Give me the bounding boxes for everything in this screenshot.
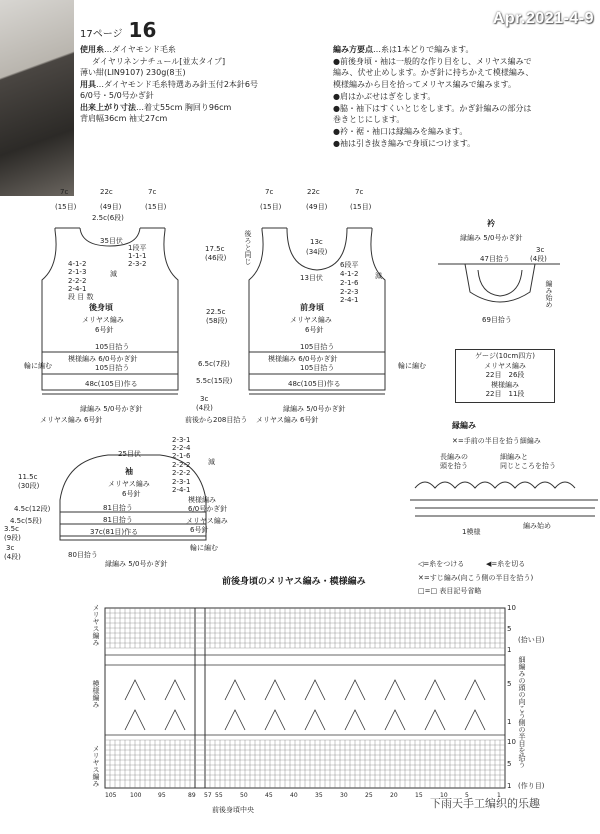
sleeve-pattern: 模様編み (188, 496, 216, 504)
sleeve-bind: 25目伏 (118, 450, 141, 458)
ribbing-height: 5.5c(15段) (196, 377, 233, 385)
points-title: 編み方要点 (333, 45, 373, 54)
back-gen: 減 (110, 270, 117, 278)
chart-left-3: メリヤス編み (92, 745, 100, 787)
legend-stitch: ✕=すじ編み(向こう側の半目を拾う) (418, 574, 534, 582)
back-hem-needle: メリヤス編み 6号針 (40, 416, 103, 424)
collar-top-pick: 47目拾う (480, 255, 510, 263)
row-num: 10 (507, 738, 516, 746)
back-sts-right: (15目) (145, 203, 167, 211)
gauge-box (455, 349, 555, 403)
armhole-rows: (46段) (205, 254, 227, 262)
front-hem: 縁編み 5/0号かぎ針 (283, 405, 346, 413)
page-label: 17ページ (80, 29, 123, 40)
sleeve-gen: 減 (208, 458, 215, 466)
yarn-label: 使用糸 (80, 45, 104, 54)
legend-cut: ◀=糸を切る (486, 560, 526, 568)
back-armdec-3: 2-2-2 (68, 277, 87, 285)
chart-right-1: (拾い目) (518, 636, 545, 644)
back-stitch: メリヤス編み (82, 316, 124, 324)
sleeve-dim-5: 3.5c (4, 525, 19, 533)
edging-note-1b: 頭を拾う (440, 462, 468, 470)
front-hem-needle: メリヤス編み 6号針 (256, 416, 319, 424)
front-neck-depth: 13c (310, 238, 323, 246)
col-num: 50 (240, 792, 248, 799)
col-num: 55 (215, 792, 223, 799)
front-pick: 105目拾う (300, 343, 335, 351)
front-dec-1: 6段平 (340, 261, 359, 269)
col-num: 45 (265, 792, 273, 799)
chart-center: 前後身頃中央 (212, 806, 254, 814)
points-line: ●脇・袖下はすくいとじをします。かぎ針編みの部分は (333, 103, 532, 113)
front-gen: 減 (375, 272, 382, 280)
collar-side-rows: (4段) (530, 255, 547, 263)
back-neck-bind: 35目伏 (100, 237, 123, 245)
chart-right-3: (作り目) (518, 782, 545, 790)
sleeve-stock-needle: 6号針 (190, 526, 209, 534)
edging-note-2: 細編みと (500, 453, 528, 461)
gauge-line: メリヤス編み (484, 361, 526, 370)
sleeve-dim-4: 4.5c(5段) (10, 517, 42, 525)
chart-left-1: メリヤス編み (92, 604, 100, 646)
front-dim-left: 7c (265, 188, 274, 196)
size-value-2: 背肩幅36cm 袖丈27cm (80, 114, 168, 123)
sleeve-cast: 37c(81目)作る (90, 528, 139, 536)
col-num: 5 (465, 792, 469, 799)
sleeve-hem: 縁編み 5/0号かぎ針 (105, 560, 168, 568)
tools-value-2: 6/0号・5/0号かぎ針 (80, 91, 154, 100)
sleeve-dim-6: (9段) (4, 534, 21, 542)
back-pattern-pick: 105目拾う (95, 364, 130, 372)
back-armdec-label: 段 目 数 (68, 293, 94, 301)
body-rows: (58段) (206, 317, 228, 325)
points-line: 編み、伏せ止めします。かぎ針に持ちかえて模様編み、 (333, 68, 534, 78)
edging-legend: ✕=手前の半目を拾う細編み (452, 437, 541, 445)
back-needle: 6号針 (95, 326, 114, 334)
row-num: 5 (507, 680, 512, 688)
sleeve-stitch: メリヤス編み (108, 480, 150, 488)
back-dim-left: 7c (60, 188, 69, 196)
front-stitch: メリヤス編み (290, 316, 332, 324)
front-sts-left: (15目) (260, 203, 282, 211)
row-num: 1 (507, 718, 512, 726)
yarn-name: ダイヤリネンナチュール[並太タイプ] (92, 56, 226, 66)
front-neck-rows: (34段) (306, 248, 328, 256)
tools-label: 用具 (80, 79, 96, 89)
back-dec-1: 1段平 (128, 244, 147, 252)
back-dec-3: 2-3-2 (128, 260, 147, 268)
front-dim-right: 7c (355, 188, 364, 196)
col-num: 89 (188, 792, 196, 799)
sleeve-dim-1: 11.5c (18, 473, 38, 481)
front-title: 前身頃 (300, 303, 324, 312)
back-armdec-2: 2-1-3 (68, 268, 87, 276)
edging-note-1: 長編みの (440, 453, 468, 461)
points-intro: …糸は1本どりで編みます。 (373, 45, 474, 54)
watermark: 下雨天手工编织的乐趣 (430, 797, 540, 810)
yarn-color: 薄い紺(LIN9107) 230g(8玉) (80, 68, 186, 77)
front-needle: 6号針 (305, 326, 324, 334)
sleeve-dec-7: 2-4-1 (172, 486, 191, 494)
chart-right-2: 細編みの頭の向こう側の半目を拾う (518, 656, 526, 768)
row-num: 5 (507, 625, 512, 633)
back-dec-2: 1-1-1 (128, 252, 147, 260)
collar-side: 3c (536, 246, 545, 254)
points-line: ●袖は引き抜き編みで身頃につけます。 (333, 138, 476, 148)
edge-height: 3c (200, 395, 209, 403)
front-dim-center: 22c (307, 188, 320, 196)
col-num: 30 (340, 792, 348, 799)
col-num: 1 (497, 792, 501, 799)
col-num: 10 (440, 792, 448, 799)
collar-bottom-pick: 69目拾う (482, 316, 512, 324)
chart-title: 前後身頃のメリヤス編み・模様編み (222, 577, 366, 587)
back-neck-depth: 2.5c(6段) (92, 214, 124, 222)
col-num: 35 (315, 792, 323, 799)
armhole-height: 17.5c (205, 245, 225, 253)
gauge-title: ゲージ(10cm四方) (475, 352, 535, 360)
points-line: 模様編みから目を拾ってメリヤス編みで編みます。 (333, 80, 517, 90)
edging-repeat: 1模様 (462, 528, 481, 536)
sleeve-wrap: 輪に編む (190, 544, 218, 552)
gauge-line: 模様編み (491, 380, 519, 389)
collar-start: 編み始め (545, 280, 553, 308)
col-num: 57 (204, 792, 212, 799)
pattern-number: 16 (128, 18, 157, 42)
sleeve-pick-1: 81目拾う (103, 504, 133, 512)
sleeve-pick-3: 80目拾う (68, 551, 98, 559)
sleeve-dec-3: 2-1-6 (172, 452, 191, 460)
yarn-value: …ダイヤモンド毛糸 (104, 45, 176, 54)
sleeve-pattern-needle: 6/0号かぎ針 (188, 505, 228, 513)
points-line: 巻きとじにします。 (333, 115, 405, 125)
back-sts-left: (15目) (55, 203, 77, 211)
front-pattern-pick: 105目拾う (300, 364, 335, 372)
sleeve-dec-5: 2-2-2 (172, 469, 191, 477)
legend-omit: □=□ 表目記号省略 (418, 587, 482, 595)
body-height: 22.5c (206, 308, 226, 316)
front-dec-4: 2-2-3 (340, 288, 359, 296)
front-sts-right: (15目) (350, 203, 372, 211)
back-wrap: 輪に編む (24, 362, 52, 370)
sleeve-pick-2: 81目拾う (103, 516, 133, 524)
front-dec-2: 4-1-2 (340, 270, 359, 278)
row-num: 1 (507, 646, 512, 654)
edging-title: 縁編み (452, 421, 476, 430)
front-cast: 48c(105目)作る (288, 380, 341, 388)
gauge-line: 22目 11段 (485, 390, 525, 398)
sleeve-dim-2: (30段) (18, 482, 40, 490)
back-pick: 105目拾う (95, 343, 130, 351)
col-num: 100 (130, 792, 142, 799)
sleeve-stock: メリヤス編み (186, 517, 228, 525)
sleeve-dim-8: (4段) (4, 553, 21, 561)
pattern-height: 6.5c(7段) (198, 360, 230, 368)
row-num: 10 (507, 604, 516, 612)
front-sts-center: (49目) (306, 203, 328, 211)
front-same-as-back: 後ろと同じ (244, 230, 252, 265)
size-value: …着丈55cm 胸回り96cm (136, 102, 232, 112)
col-num: 15 (415, 792, 423, 799)
sleeve-dec-6: 2-3-1 (172, 478, 191, 486)
date-stamp: Apr.2021-4-9 (492, 10, 594, 27)
back-dim-center: 22c (100, 188, 113, 196)
chart-left-2: 模様編み (92, 680, 100, 708)
back-armdec-4: 2-4-1 (68, 285, 87, 293)
back-pattern: 模様編み 6/0号かぎ針 (68, 355, 138, 363)
collar-stitch: 縁編み 5/0号かぎ針 (460, 234, 523, 242)
sleeve-needle: 6号針 (122, 490, 141, 498)
front-wrap: 輪に編む (398, 362, 426, 370)
back-title: 後身頃 (89, 303, 113, 312)
col-num: 105 (105, 792, 117, 799)
front-dec-3: 2-1-6 (340, 279, 359, 287)
points-line: ●前後身頃・袖は一般的な作り目をし、メリヤス編みで (333, 56, 532, 66)
pick-208: 前後から208目拾う (185, 416, 248, 424)
crochet-pattern-marks (105, 655, 505, 735)
legend-attach: ◁=糸をつける (418, 560, 465, 568)
edge-rows: (4段) (196, 404, 213, 412)
back-sts-center: (49目) (100, 203, 122, 211)
sleeve-dec-2: 2-2-4 (172, 444, 191, 452)
points-line: ●肩はかぶせはぎをします。 (333, 91, 436, 101)
front-dec-5: 2-4-1 (340, 296, 359, 304)
col-num: 40 (290, 792, 298, 799)
back-cast: 48c(105目)作る (85, 380, 138, 388)
sleeve-dec-1: 2-3-1 (172, 436, 191, 444)
sleeve-dec-4: 2-2-2 (172, 461, 191, 469)
front-neck-bind: 13目伏 (300, 274, 323, 282)
back-armdec-1: 4-1-2 (68, 260, 87, 268)
sleeve-dim-7: 3c (6, 544, 15, 552)
col-num: 25 (365, 792, 373, 799)
edging-start: 編み始め (523, 522, 551, 530)
size-label: 出来上がり寸法 (80, 102, 136, 112)
points-line: ●衿・裾・袖口は縁編みを編みます。 (333, 126, 468, 136)
row-num: 1 (507, 782, 512, 790)
gauge-line: 22目 26段 (485, 371, 525, 379)
back-dim-right: 7c (148, 188, 157, 196)
back-hem: 縁編み 5/0号かぎ針 (80, 405, 143, 413)
tools-value: …ダイヤモンド毛糸特選あみ針玉付2本針6号 (96, 79, 259, 89)
col-num: 20 (390, 792, 398, 799)
col-num: 95 (158, 792, 166, 799)
sleeve-dim-3: 4.5c(12段) (14, 505, 51, 513)
sleeve-title: 袖 (125, 467, 133, 476)
row-num: 5 (507, 760, 512, 768)
front-pattern: 模様編み 6/0号かぎ針 (268, 355, 338, 363)
edging-note-2b: 同じところを拾う (500, 462, 556, 470)
collar-title: 衿 (487, 219, 495, 228)
